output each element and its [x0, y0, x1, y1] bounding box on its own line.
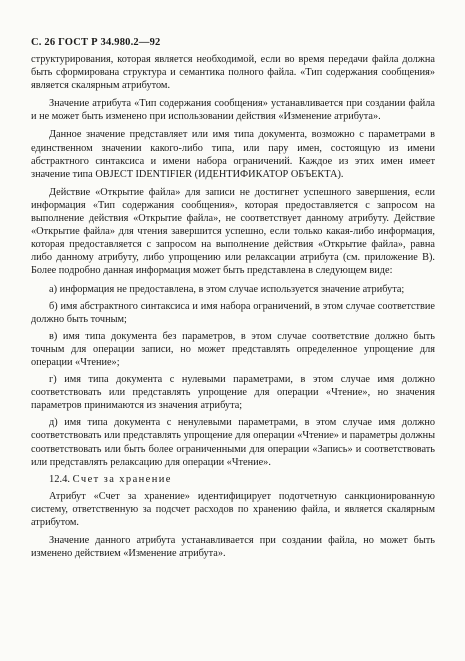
list-item: г) имя типа документа с нулевыми параметрами, в этом случае имя должно соответствовать или представлять упрощение для операции «Чтение», но значения параметров принимаются из значения атрибута; — [31, 374, 435, 412]
paragraph: Атрибут «Счет за хранение» идентифицирует подотчетную санкционированную систему, ответственную за подсчет расходов по хранению файла, и является скалярным атрибутом. — [31, 490, 435, 528]
section-number: 12.4. — [49, 473, 70, 485]
list-item: д) имя типа документа с ненулевыми параметрами, в этом случае имя должно соответствовать или представлять упрощение для операции «Чтение» и параметры должны соответствовать или быть более ограниченными для операции «Запись» и соответствовать или представлять релаксацию для операции «Чтение». — [31, 417, 435, 468]
section-title: Счет за хранение — [72, 473, 172, 485]
list-item: б) имя абстрактного синтаксиса и имя набора ограничений, в этом случае соответствие должно быть точным; — [31, 300, 435, 325]
paragraph: Действие «Открытие файла» для записи не достигнет успешного завершения, если информация «Тип содержания сообщения», которая предоставляется с запросом на выполнение действия «Открытие файла», не соответствует данному атрибуту. Действие «Открытие файла» для чтения завершится успешно, если только какая-либо информация, которая предоставляется с запросом на выполнение действия «Открытие файла», равна либо данному атрибуту, либо упрощению или релаксации атрибута (см. приложение В). Более подробно данная информация может быть представлена в следующем виде: — [31, 186, 435, 277]
paragraph: Значение атрибута «Тип содержания сообщения» устанавливается при создании файла и не может быть изменено при использовании действия «Изменение атрибута». — [31, 98, 435, 123]
page-body — [31, 53, 435, 565]
paragraph: Значение данного атрибута устанавливается при создании файла, но может быть изменено действием «Изменение атрибута». — [31, 535, 435, 560]
paragraph: структурирования, которая является необходимой, если во время передачи файла должна быть сформирована структура и семантика полного файла. «Тип содержания сообщения» является скалярным атрибутом. — [31, 54, 435, 92]
page-header: С. 26 ГОСТ Р 34.980.2—92 — [31, 37, 161, 48]
list-item: а) информация не предоставлена, в этом случае используется значение атрибута; — [49, 283, 405, 295]
paragraph: Данное значение представляет или имя типа документа, возможно с параметрами в единственном значении какого-либо типа, или пару имен, состоящую из имени абстрактного синтаксиса и имени набора ограничений. Каждое из этих имен имеет значение типа OBJECT IDENTIFIER (ИДЕНТИФИКАТОР ОБЪЕКТА). — [31, 129, 435, 180]
list-item: в) имя типа документа без параметров, в этом случае соответствие должно быть точным для операции записи, но может представлять определенное упрощение для операции «Чтение»; — [31, 330, 435, 368]
section-heading — [31, 473, 435, 486]
